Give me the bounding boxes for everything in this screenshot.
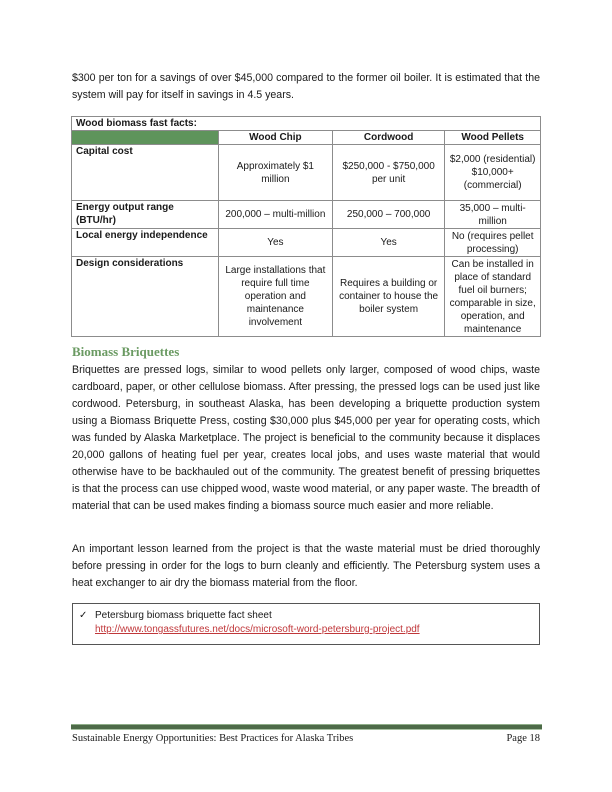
table-row: [72, 201, 541, 229]
body-paragraph: An important lesson learned from the project is that the waste material must be dried thoroughly before pressing in order for the logs to burn cleanly and efficiently. The Petersburg system uses a heat exchanger to air dry the biomass material from the floor.: [72, 543, 540, 589]
table-cell: No (requires pellet processing): [445, 229, 541, 257]
table-row: [72, 229, 541, 257]
resource-box: [72, 603, 540, 645]
column-header: Cordwood: [332, 131, 444, 145]
footer-rule: [71, 724, 542, 730]
footer-title: Sustainable Energy Opportunities: Best Practices for Alaska Tribes: [72, 733, 354, 744]
table-header-row: [72, 131, 541, 145]
row-label: Energy output range (BTU/hr): [72, 201, 219, 229]
column-header: Wood Chip: [218, 131, 332, 145]
table-cell: 200,000 – multi-million: [218, 201, 332, 229]
table-row: [72, 257, 541, 337]
table-cell: Approximately $1 million: [218, 145, 332, 201]
table-row: [72, 145, 541, 201]
table-cell: 35,000 – multi-million: [445, 201, 541, 229]
resource-link[interactable]: http://www.tongassfutures.net/docs/microsoft-word-petersburg-project.pdf: [95, 624, 420, 635]
body-paragraph: Briquettes are pressed logs, similar to wood pellets only larger, composed of wood chips, waste cardboard, paper, or other cellulose biomass. After pressing, the pressed logs can be used just like cordwood. Petersburg, in southeast Alaska, has been developing a briquette production system using a Biomass Briquette Press, costing $30,000 plus $45,000 per year for operating costs, which was funded by Alaska Marketplace. The project is beneficial to the community because it displaces 20,000 gallons of heating fuel per year, creates local jobs, and uses waste material that would otherwise have to be backhauled out of the community. The greatest benefit of pressing briquettes is that the process can use chipped wood, waste wood material, or any paper waste. The breadth of material that can be used makes finding a biomass source much easier and more reliable.: [72, 364, 540, 512]
table-cell: 250,000 – 700,000: [332, 201, 444, 229]
column-header: Wood Pellets: [445, 131, 541, 145]
table-cell: $2,000 (residential) $10,000+ (commercial): [445, 145, 541, 201]
resource-item: [79, 610, 420, 635]
intro-paragraph: $300 per ton for a savings of over $45,000 compared to the former oil boiler. It is estimated that the system will pay for itself in savings in 4.5 years.: [72, 72, 540, 101]
table-cell: Requires a building or container to house the boiler system: [332, 257, 444, 337]
table-cell: Can be installed in place of standard fuel oil burners; comparable in size, operation, and maintenance: [445, 257, 541, 337]
table-cell: $250,000 - $750,000 per unit: [332, 145, 444, 201]
row-label: Local energy independence: [72, 229, 219, 257]
row-label: Capital cost: [72, 145, 219, 201]
checkmark-icon: ✓: [79, 610, 88, 621]
resource-label: Petersburg biomass briquette fact sheet: [95, 610, 272, 621]
table-cell: Large installations that require full time operation and maintenance involvement: [218, 257, 332, 337]
table-cell: Yes: [218, 229, 332, 257]
table-cell: Yes: [332, 229, 444, 257]
wood-biomass-facts-table: [71, 116, 541, 337]
row-label: Design considerations: [72, 257, 219, 337]
header-spacer-cell: [72, 131, 219, 145]
table-title: Wood biomass fast facts:: [72, 117, 541, 131]
page-number: Page 18: [506, 733, 540, 744]
section-heading: Biomass Briquettes: [72, 344, 180, 359]
table-title-row: [72, 117, 541, 131]
